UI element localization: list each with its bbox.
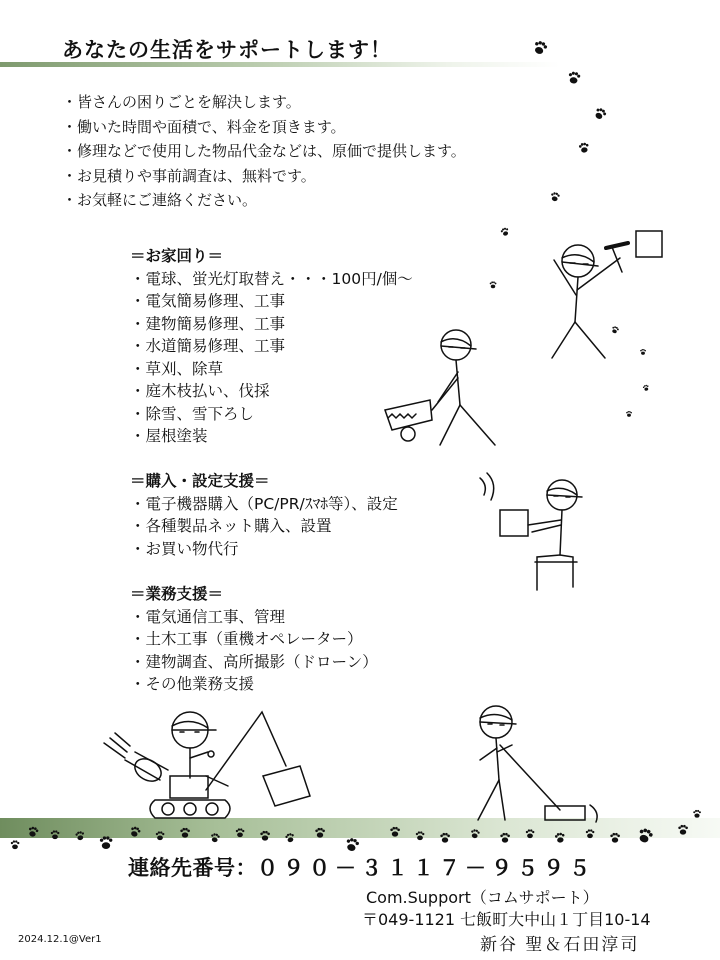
- phone-label: 連絡先番号：: [128, 856, 257, 880]
- page-title: あなたの生活をサポートします！: [62, 38, 392, 62]
- footer-band: [0, 818, 720, 838]
- intro-item: ・お気軽にご連絡ください。: [62, 191, 258, 209]
- service-item: ・水道簡易修理、工事: [130, 337, 286, 355]
- stick-figure-excavator-icon: [104, 712, 310, 818]
- stick-figure-pc-icon: [480, 473, 582, 590]
- service-item: ・その他業務支援: [130, 675, 255, 693]
- service-item: ・屋根塗装: [130, 427, 208, 445]
- staff-names: 新谷 聖＆石田淳司: [480, 935, 640, 955]
- service-item: ・建物調査、高所撮影（ドローン）: [130, 652, 378, 671]
- intro-item: ・皆さんの困りごとを解決します。: [62, 93, 301, 111]
- phone-line: [128, 852, 595, 882]
- phone-number[interactable]: ０９０－３１１７－９５９５: [257, 856, 595, 880]
- intro-item: ・働いた時間や面積で、料金を頂きます。: [62, 117, 346, 136]
- company-name: Com.Support（コムサポート）: [366, 888, 599, 907]
- service-item: ・電球、蛍光灯取替え・・・100円/個～: [130, 269, 413, 288]
- service-item: ・土木工事（重機オペレーター）: [130, 630, 363, 648]
- service-item: ・庭木枝払い、伐採: [130, 382, 270, 400]
- service-item: ・電気通信工事、管理: [130, 607, 286, 626]
- intro-item: ・修理などで使用した物品代金などは、原価で提供します。: [62, 142, 466, 160]
- section-business: [130, 583, 378, 696]
- intro-item: ・お見積りや事前調査は、無料です。: [62, 166, 316, 185]
- service-item: ・お買い物代行: [130, 539, 239, 558]
- service-item: ・電気簡易修理、工事: [130, 292, 286, 310]
- service-item: ・各種製品ネット購入、設置: [130, 517, 332, 535]
- address: 〒049-1121 七飯町大中山１丁目10-14: [362, 910, 651, 929]
- stick-figure-mower-icon: [478, 706, 597, 822]
- section-house: [130, 245, 413, 448]
- service-item: ・建物簡易修理、工事: [130, 314, 286, 333]
- section-purchase: [130, 470, 398, 560]
- section-heading: ＝購入・設定支援＝: [130, 472, 270, 490]
- version-label: 2024.12.1@Ver1: [18, 934, 102, 945]
- service-item: ・草刈、除草: [130, 359, 224, 378]
- service-item: ・電子機器購入（PC/PR/ｽﾏﾎ等）、設定: [130, 494, 398, 513]
- section-heading: ＝お家回り＝: [130, 247, 224, 265]
- intro-list: [62, 90, 466, 213]
- title-underline: [0, 62, 560, 67]
- service-item: ・除雪、雪下ろし: [130, 404, 255, 423]
- paw-print-trail-icon: [490, 40, 650, 417]
- section-heading: ＝業務支援＝: [130, 585, 224, 603]
- stick-figure-lightbulb-icon: [552, 231, 662, 358]
